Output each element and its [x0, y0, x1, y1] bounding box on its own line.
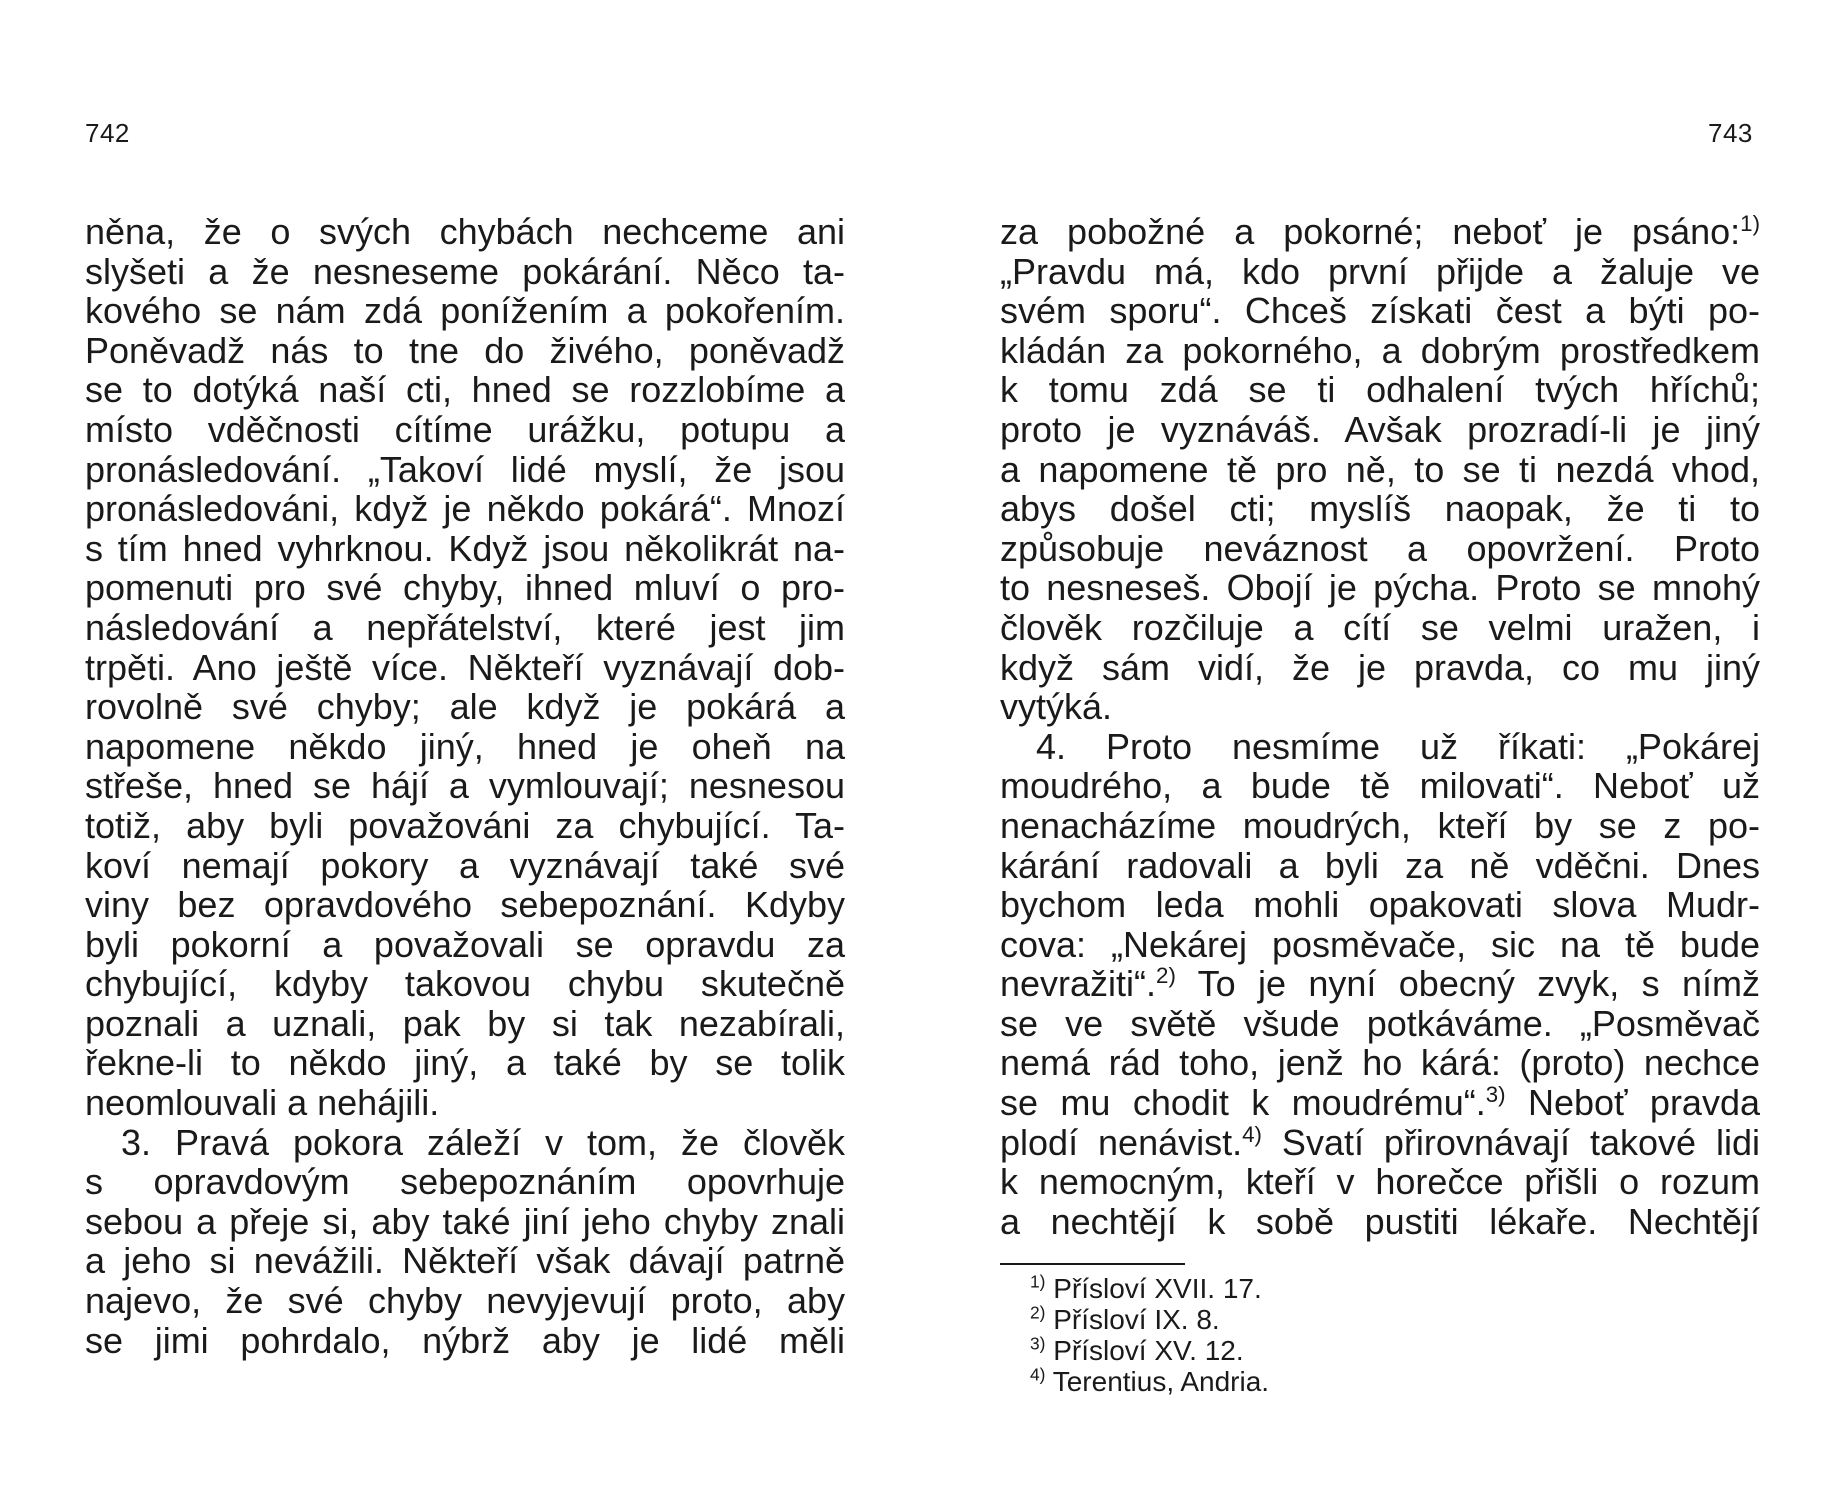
text-line: něna, že o svých chybách nechceme ani: [85, 211, 845, 252]
text-line: řekne-li to někdo jiný, a také by se tolik: [85, 1042, 845, 1084]
text-line: [1000, 1083, 1760, 1123]
text-line: slyšeti a že nesneseme pokárání. Něco ta-: [85, 250, 845, 292]
text-line: chybující, kdyby takovou chybu skutečně: [85, 963, 845, 1005]
text-line: svém sporu“. Chceš získati čest a býti po-: [1000, 290, 1760, 332]
text-line: místo vděčnosti cítíme urážku, potupu a: [85, 408, 845, 450]
footnote-text: Přísloví XVII. 17.: [1053, 1273, 1262, 1304]
text-line: [1000, 1123, 1760, 1163]
text-line: [1000, 212, 1760, 252]
footnote: [1030, 1366, 1269, 1397]
text-line: a nechtějí k sobě pustiti lékaře. Nechtějí: [1000, 1200, 1760, 1242]
text-line: napomene někdo jiný, hned je oheň na: [85, 725, 845, 767]
text-line: kládán za pokorného, a dobrým prostředkem: [1000, 329, 1760, 371]
footnote-mark: 2): [1030, 1302, 1046, 1323]
page-number-left: 742: [85, 118, 130, 148]
text-line: a jeho si nevážili. Někteří však dávají patrně: [85, 1240, 845, 1282]
text-line: kárání radovali a byli za ně vděčni. Dnes: [1000, 844, 1760, 886]
text-line: se ve světě všude potkáváme. „Posměvač: [1000, 1002, 1760, 1044]
footnote-text: Přísloví XV. 12.: [1053, 1335, 1244, 1366]
text-line: koví nemají pokory a vyznávají také své: [85, 844, 845, 886]
text-line: střeše, hned se hájí a vymlouvají; nesnesou: [85, 765, 845, 807]
footnote-marker: 2): [1156, 963, 1176, 989]
text-segment: To je nyní obecný zvyk, s nímž: [1175, 963, 1760, 1005]
text-line: neomlouvali a nehájili.: [85, 1082, 440, 1124]
footnote-rule: [1000, 1263, 1185, 1265]
text-line: když sám vidí, že je pravda, co mu jiný: [1000, 646, 1760, 688]
text-segment: za pobožné a pokorné; neboť je psáno:: [1000, 211, 1741, 252]
text-line: vytýká.: [1000, 686, 1113, 728]
text-line: pomenuti pro své chyby, ihned mluví o pro-: [85, 567, 845, 609]
text-segment: Neboť pravda: [1505, 1082, 1760, 1124]
text-line: moudrého, a bude tě milovati“. Neboť už: [1000, 765, 1760, 807]
text-line: byli pokorní a považovali se opravdu za: [85, 923, 845, 965]
footnote: [1030, 1273, 1269, 1304]
text-line: s opravdovým sebepoznáním opovrhuje: [85, 1161, 845, 1203]
footnotes: [1030, 1273, 1269, 1397]
text-line: způsobuje neváznost a opovržení. Proto: [1000, 527, 1760, 569]
footnote: [1030, 1335, 1269, 1366]
text-line: kového se nám zdá ponížením a pokořením.: [85, 290, 845, 332]
footnote-marker: 4): [1242, 1121, 1262, 1147]
right-page-body: [1000, 212, 1760, 1241]
text-line: 4. Proto nesmíme už říkati: „Pokárej: [1036, 725, 1760, 767]
footnote-text: Přísloví IX. 8.: [1053, 1304, 1220, 1335]
text-line: [1000, 964, 1760, 1004]
text-line: poznali a uznali, pak by si tak nezabírali,: [85, 1002, 845, 1044]
text-line: rovolně své chyby; ale když je pokárá a: [85, 686, 845, 728]
text-line: k tomu zdá se ti odhalení tvých hříchů;: [1000, 369, 1760, 411]
text-line: 3. Pravá pokora záleží v tom, že člověk: [121, 1121, 845, 1163]
text-line: trpěti. Ano ještě více. Někteří vyznávají dob-: [85, 646, 845, 688]
text-line: nenacházíme moudrých, kteří by se z po-: [1000, 804, 1760, 846]
text-line: k nemocným, kteří v horečce přišli o rozum: [1000, 1161, 1760, 1203]
text-line: a napomene tě pro ně, to se ti nezdá vhod,: [1000, 448, 1760, 490]
footnote-marker: 3): [1485, 1082, 1506, 1108]
text-line: abys došel cti; myslíš naopak, že ti to: [1000, 488, 1760, 530]
footnote-mark: 3): [1030, 1333, 1046, 1354]
text-line: nemá rád toho, jenž ho kárá: (proto) nechce: [1000, 1042, 1760, 1084]
text-line: to nesneseš. Obojí je pýcha. Proto se mnohý: [1000, 567, 1760, 609]
text-segment: se mu chodit k moudrému“.: [1000, 1082, 1486, 1124]
text-line: následování a nepřátelství, které jest jim: [85, 606, 845, 648]
text-line: se to dotýká naší cti, hned se rozzlobíme a: [85, 369, 845, 411]
footnote-text: Terentius, Andria.: [1052, 1366, 1270, 1397]
text-segment: plodí nenávist.: [1000, 1121, 1243, 1163]
text-line: totiž, aby byli považováni za chybující. Ta-: [85, 804, 845, 846]
text-line: „Pravdu má, kdo první přijde a žaluje ve: [1000, 250, 1760, 292]
text-line: se jimi pohrdalo, nýbrž aby je lidé měli: [85, 1319, 845, 1361]
footnote: [1030, 1304, 1269, 1335]
text-line: sebou a přeje si, aby také jiní jeho chyby znali: [85, 1200, 845, 1242]
text-line: cova: „Nekárej posměvače, sic na tě bude: [1000, 923, 1760, 965]
text-line: proto je vyznáváš. Avšak prozradí-li je jiný: [1000, 408, 1760, 450]
text-line: pronásledování. „Takoví lidé myslí, že jsou: [85, 448, 845, 490]
text-line: člověk rozčiluje a cítí se velmi uražen, i: [1000, 606, 1760, 648]
left-page-body: [85, 212, 845, 1360]
footnote-mark: 4): [1030, 1364, 1046, 1385]
text-line: najevo, že své chyby nevyjevují proto, aby: [85, 1280, 845, 1322]
text-line: s tím hned vyhrknou. Když jsou několikrát na-: [85, 527, 845, 569]
text-segment: nevražiti“.: [1000, 963, 1157, 1005]
text-line: viny bez opravdového sebepoznání. Kdyby: [85, 884, 845, 926]
page-number-right: 743: [1708, 118, 1753, 148]
footnote-mark: 1): [1030, 1271, 1046, 1292]
footnote-marker: 1): [1740, 211, 1760, 236]
text-line: bychom leda mohli opakovati slova Mudr-: [1000, 884, 1760, 926]
text-line: Poněvadž nás to tne do živého, poněvadž: [85, 329, 845, 371]
text-segment: Svatí přirovnávají takové lidi: [1261, 1121, 1761, 1163]
text-line: pronásledováni, když je někdo pokárá“. Mnozí: [85, 488, 845, 530]
